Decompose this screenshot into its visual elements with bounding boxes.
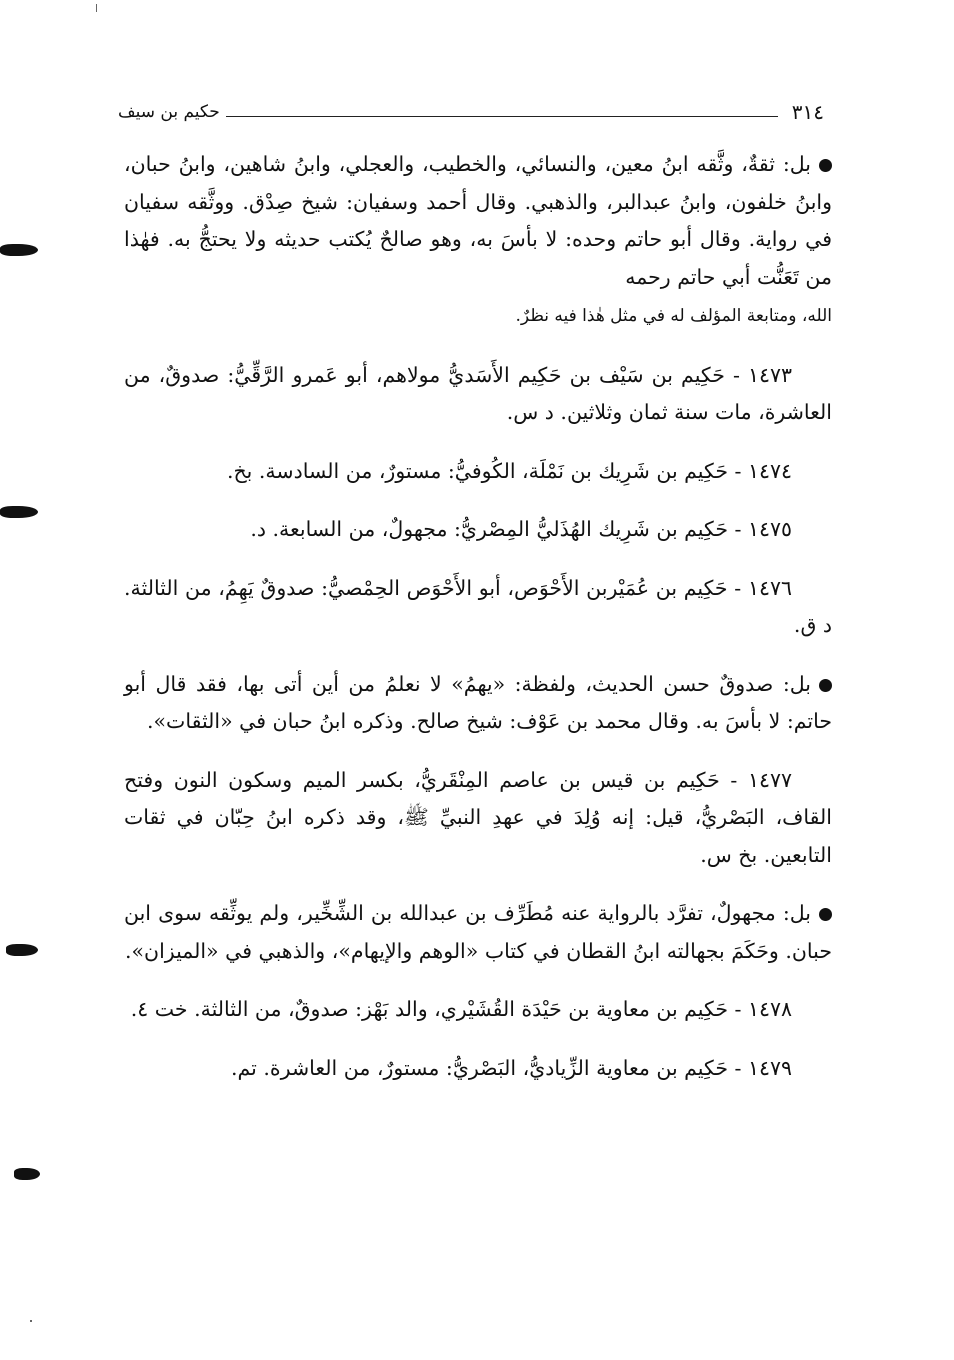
note-paragraph bbox=[124, 146, 832, 336]
scan-speck bbox=[96, 4, 97, 12]
page-body bbox=[124, 146, 832, 1108]
bullet-icon bbox=[819, 908, 832, 921]
entry-1473: ١٤٧٣ - حَكِيم بن سَيْف بن حَكِيم الأَسَديُّ مولاهم، أبو عَمرو الرَّقِّيُّ: صدوقٌ، من العاشرة، مات سنة ثمان وثلاثين. د س. bbox=[124, 362, 832, 424]
margin-scan-mark bbox=[0, 506, 38, 518]
entry-1476: ١٤٧٦ - حَكِيم بن عُمَيْربن الأَحْوَص، أبو الأَحْوَص الحِمْصيُّ: صدوقٌ يَهِمُ، من الثالثة. د ق. bbox=[124, 575, 832, 637]
note-text: بل: ثقةٌ، وثَّقه ابنُ معين، والنسائي، والخطيب، والعجلي، وابنُ شاهين، وابنُ حبان، وابنُ خلفون، وابنُ عبدالبر، والذهبي. وقال أحمد وسفيان: شيخ صِدْق. ووثَّقه سفيان في رواية. وقال أبو حاتم وحده: لا بأسَ به، وهو صالحٌ يُكتب حديثه ولا يحتجُّ به. فهٰذا من تَعَنُّت أبي حاتم رحمه bbox=[124, 152, 832, 289]
page-header bbox=[118, 96, 824, 128]
note-text-end: الله، ومتابعة المؤلف له في مثل هٰذا فيه نظرٌ. bbox=[515, 306, 832, 326]
note-text: بل: صدوقٌ حسن الحديث، ولفظة: «يهمُ» لا نعلمُ من أين أتى بها، فقد قال أبو حاتم: لا بأسَ به. وقال محمد بن عَوْف: شيخ صالح. وذكره ابنُ حبان في «الثقات». bbox=[124, 671, 832, 733]
entry-1479: ١٤٧٩ - حَكِيم بن معاوية الزِّياديُّ، البَصْريُّ: مستورٌ، من العاشرة. تم. bbox=[231, 1055, 792, 1080]
header-rule bbox=[226, 116, 778, 117]
bullet-icon bbox=[819, 159, 832, 172]
entry-1477: ١٤٧٧ - حَكِيم بن قيس بن عاصم المِنْقَريُّ، بكسر الميم وسكون النون وفتح القاف، البَصْريُّ، قيل: إنه وُلِدَ في عهدِ النبيِّ ﷺ، وقد ذكره ابنُ حِبّان في ثقات التابعين. بخ س. bbox=[124, 767, 832, 867]
margin-scan-mark bbox=[0, 244, 38, 256]
running-title: حكيم بن سيف bbox=[118, 102, 220, 122]
margin-scan-mark bbox=[14, 1168, 40, 1180]
bullet-icon bbox=[819, 679, 832, 692]
page-number: ٣١٤ bbox=[791, 100, 824, 124]
note-paragraph bbox=[124, 666, 832, 741]
note-text: بل: مجهولٌ، تفرَّد بالرواية عنه مُطَرِّف بن عبدالله بن الشِّخِّير، ولم يوثِّقه سوى ابن حبان. وحَكَمَ بجهالته ابنُ القطان في كتاب «الوهم والإيهام»، والذهبي في «الميزان». bbox=[124, 901, 832, 963]
entry-1475: ١٤٧٥ - حَكِيم بن شَرِيك الهُذَليُّ المِصْريُّ: مجهولٌ، من السابعة. د. bbox=[250, 517, 792, 541]
entry-1474: ١٤٧٤ - حَكِيم بن شَرِيك بن نَمْلَة، الكُوفيُّ: مستورٌ، من السادسة. بخ. bbox=[226, 458, 792, 483]
margin-scan-mark bbox=[6, 944, 38, 956]
scan-speck bbox=[30, 1320, 32, 1322]
entry-1478: ١٤٧٨ - حَكِيم بن معاوية بن حَيْدَة القُشَيْري، والد بَهْز: صدوقٌ، من الثالثة. خت ٤. bbox=[130, 997, 792, 1021]
note-paragraph bbox=[124, 895, 832, 970]
